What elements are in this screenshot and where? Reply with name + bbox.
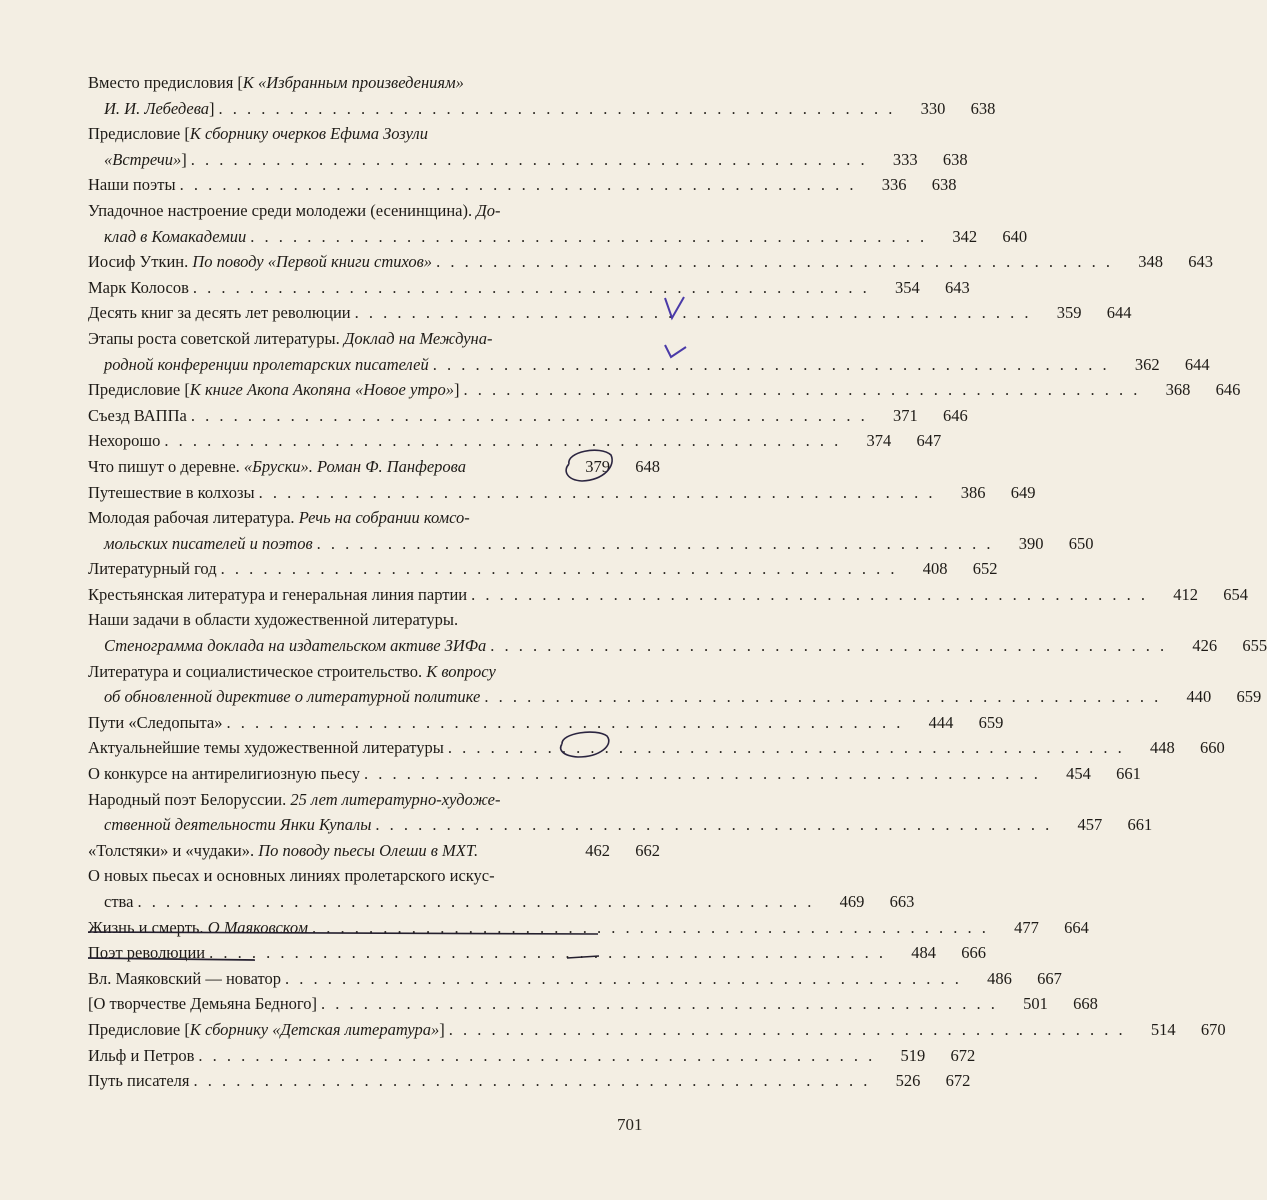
page-ref: 379 [585,456,610,476]
toc-title-plain: О новых пьесах и основных линиях пролетарского искус- [88,866,495,886]
leader-dots: . . . . . . . . . . . . . . . . . . . . . . . . . . . . . . . . . . . . . . . . . . . . . . . . [436,252,1113,272]
check-mark [665,345,686,357]
notes-page-ref: 646 [942,405,968,425]
page-ref: 374 [866,431,892,451]
notes-page-ref: 638 [970,98,996,118]
toc-title-italic: Речь на собрании комсо- [298,508,470,528]
toc-title-italic: И. И. Лебедева [104,98,209,118]
toc-title-plain: Предисловие [ [88,380,190,400]
toc-title-plain: Съезд ВАППа [88,405,187,425]
toc-title-plain: Десять книг за десять лет революции [88,303,351,323]
page-ref: 484 [911,943,936,963]
toc-title-italic: родной конференции пролетарских писателей [104,354,429,374]
notes-page-ref: 644 [1106,303,1132,323]
toc-title-plain: Поэт революции [88,943,206,963]
leader-dots: . . . . . . . . . . . . . . . . . . . . . . . . . . . . . . . . . . . . . . . . . . . . . . . . [190,149,868,169]
page-ref: 390 [1018,533,1044,553]
toc-title-plain: ства [104,892,134,911]
underline-mark [567,956,599,958]
toc-title-italic: К книге Акопа Акопяна «Новое утро» [189,380,454,400]
notes-page-ref: 667 [1037,968,1062,988]
notes-page-ref: 663 [889,892,915,911]
page-ref: 501 [1023,994,1048,1014]
leader-dots: . . . . . . . . . . . . . . . . . . . . . . . . . . . . . . . . . . . . . . . . . . . . . . . . [463,380,1141,400]
toc-title-plain: «Толстяки» и «чудаки». [88,840,259,860]
toc-title-plain: Упадочное настроение среди молодежи (есенинщина). [88,200,477,220]
underline-mark [88,932,598,934]
toc-title-plain: Путешествие в колхозы [88,482,255,502]
notes-page-ref: 672 [950,1045,976,1065]
leader-dots: . . . . . . . . . . . . . . . . . . . . . . . . . . . . . . . . . . . . . . . . . . . . . . . . [447,738,1125,758]
toc-title-plain: Жизнь и смерть. [88,917,208,937]
toc-title-plain: Предисловие [ [88,124,190,144]
toc-title-plain: Этапы роста советской литературы. [88,328,344,348]
notes-page-ref: 638 [931,175,957,195]
toc-title-italic: Стенограмма доклада на издательском активе ЗИФа [104,636,487,656]
leader-dots: . . . . . . . . . . . . . . . . . . . . . . . . . . . . . . . . . . . . . . . . . . . . . . . . [198,1045,876,1065]
leader-dots: . . . . . . . . . . . . . . . . . . . . . . . . . . . . . . . . . . . . . . . . . . . . . . . . [432,354,1110,374]
leader-dots: . . . . . . . . . . . . . . . . . . . . . . . . . . . . . . . . . . . . . . . . . . . . . . . . [321,994,998,1014]
toc-title-plain: Пути «Следопыта» [88,712,223,732]
notes-page-ref: 643 [945,277,970,297]
toc-title-italic: К «Избранным произведениям» [242,73,464,92]
page-ref: 486 [987,968,1012,988]
page-ref: 526 [895,1071,921,1091]
notes-page-ref: 660 [1199,738,1225,758]
leader-dots: . . . . . . . . . . . . . . . . . . . . . . . . . . . . . . . . . . . . . . . . . . . . . . . . [364,764,1041,784]
notes-page-ref: 644 [1184,354,1210,374]
toc-title-plain: Актуальнейшие темы художественной литературы [88,738,444,758]
notes-page-ref: 643 [1188,252,1213,272]
page-ref: 462 [585,840,610,860]
notes-page-ref: 672 [945,1071,971,1091]
leader-dots: . . . . . . . . . . . . . . . . . . . . . . . . . . . . . . . . . . . . . . . . . . . . . . . . [164,431,842,451]
toc-title-italic: Доклад на Междуна- [343,328,493,348]
leader-dots: . . . . . . . . . . . . . . . . . . . . . . . . . . . . . . . . . . . . . . . . . . . . . . . . [285,968,962,988]
toc-title-suffix: ] [209,98,215,118]
page-ref: 362 [1134,354,1160,374]
leader-dots: . . . . . . . . . . . . . . . . . . . . . . . . . . . . . . . . . . . . . . . . . . . . . . . . [218,98,896,118]
toc-title-italic: об обновленной директиве о литературной политике [104,687,481,707]
toc-title-plain: Путь писателя [88,1071,190,1091]
toc-title-plain: Литература и социалистическое строительство. [88,661,427,681]
notes-page-ref: 664 [1064,917,1089,937]
leader-dots: . . . . . . . . . . . . . . . . . . . . . . . . . . . . . . . . . . . . . . . . . . . . . . . . [312,917,989,937]
leader-dots: . . . . . . . . . . . . . . . . . . . . . . . . . . . . . . . . . . . . . . . . . . . . . . . . [471,584,1148,604]
toc-title-plain: Крестьянская литература и генеральная линия партии [88,584,468,604]
toc-title-italic: К вопросу [426,661,496,681]
leader-dots: . . . . . . . . . . . . . . . . . . . . . . . . . . . . . . . . . . . . . . . . . . . . . . . . [179,175,857,195]
page-ref: 386 [960,482,986,502]
leader-dots: . . . . . . . . . . . . . . . . . . . . . . . . . . . . . . . . . . . . . . . . . . . . . . . . [484,687,1162,707]
toc-title-plain: Иосиф Уткин. [88,252,193,272]
page-ref: 342 [952,226,978,246]
notes-page-ref: 659 [978,712,1004,732]
toc-title-plain: Вместо предисловия [ [88,73,243,92]
toc-title-suffix: ] [439,1019,445,1039]
toc-title-plain: Молодая рабочая литература. [88,508,299,528]
page-ref: 408 [922,559,948,579]
toc-title-italic: клад в Комакадемии [104,226,247,246]
leader-dots: . . . . . . . . . . . . . . . . . . . . . . . . . . . . . . . . . . . . . . . . . . . . . . . . [448,1019,1126,1039]
notes-page-ref: 646 [1215,380,1241,400]
page-ref: 371 [892,405,918,425]
page-ref: 426 [1192,636,1218,656]
page-ref: 469 [839,892,865,911]
toc-title-italic: «Встречи» [104,149,182,169]
notes-page-ref: 668 [1073,994,1098,1014]
toc-title-plain: [О творчестве Демьяна Бедного] [88,994,317,1014]
toc-title-plain: Наши поэты [88,175,176,195]
notes-page-ref: 661 [1127,815,1153,835]
page-ref: 477 [1014,917,1039,937]
toc-title-italic: 25 лет литературно-художе- [290,789,501,809]
leader-dots: . . . . . . . . . . . . . . . . . . . . . . . . . . . . . . . . . . . . . . . . . . . . . . . . [375,815,1053,835]
toc-title-italic: До- [476,200,501,220]
page-ref: 359 [1056,303,1082,323]
toc-title-italic: К сборнику очерков Ефима Зозули [189,124,428,144]
leader-dots: . . . . . . . . . . . . . . . . . . . . . . . . . . . . . . . . . . . . . . . . . . . . . . . . [209,943,886,963]
page-ref: 514 [1150,1019,1176,1039]
toc-title-plain: Народный поэт Белоруссии. [88,789,291,809]
leader-dots: . . . . . . . . . . . . . . . . . . . . . . . . . . . . . . . . . . . . . . . . . . . . . . . . [258,482,936,502]
page-ref: 412 [1173,584,1198,604]
circle-annotation [561,732,609,757]
page-ref: 348 [1138,252,1163,272]
page-ref: 333 [892,149,918,169]
notes-page-ref: 640 [1002,226,1028,246]
notes-page-ref: 655 [1242,636,1267,656]
leader-dots: . . . . . . . . . . . . . . . . . . . . . . . . . . . . . . . . . . . . . . . . . . . . . . . . [220,559,898,579]
notes-page-ref: 638 [942,149,968,169]
underline-mark [88,958,255,960]
notes-page-ref: 661 [1116,764,1141,784]
notes-page-ref: 666 [961,943,986,963]
page-ref: 457 [1077,815,1103,835]
toc-title-plain: О конкурсе на антирелигиозную пьесу [88,764,361,784]
page-ref: 330 [920,98,946,118]
toc-title-italic: По поводу «Первой книги стихов» [192,252,433,272]
circle-annotation [566,450,612,481]
notes-page-ref: 654 [1223,584,1248,604]
leader-dots: . . . . . . . . . . . . . . . . . . . . . . . . . . . . . . . . . . . . . . . . . . . . . . . . [192,277,870,297]
page-ref: 354 [895,277,920,297]
page-ref: 448 [1149,738,1175,758]
page-ref: 519 [900,1045,926,1065]
leader-dots: . . . . . . . . . . . . . . . . . . . . . . . . . . . . . . . . . . . . . . . . . . . . . . . . [250,226,928,246]
toc-title-plain: Наши задачи в области художественной литературы. [88,610,459,630]
toc-title-plain: Вл. Маяковский — новатор [88,968,281,988]
notes-page-ref: 647 [916,431,942,451]
toc-title-plain: Литературный год [88,559,217,579]
notes-page-ref: 670 [1200,1019,1226,1039]
toc-title-italic: По поводу пьесы Олеши в МХТ. [258,840,479,860]
check-mark [665,297,684,318]
notes-page-ref: 650 [1068,533,1094,553]
toc-title-italic: мольских писателей и поэтов [104,533,313,553]
toc-title-italic: О Маяковском [207,917,309,937]
page-ref: 454 [1066,764,1091,784]
toc-title-italic: «Бруски». Роман Ф. Панферова [243,456,466,476]
leader-dots: . . . . . . . . . . . . . . . . . . . . . . . . . . . . . . . . . . . . . . . . . . . . . . . . [137,892,815,911]
leader-dots: . . . . . . . . . . . . . . . . . . . . . . . . . . . . . . . . . . . . . . . . . . . . . . . . [193,1071,871,1091]
notes-page-ref: 662 [635,840,660,860]
page-number: 701 [617,1115,643,1134]
page-ref: 440 [1186,687,1212,707]
notes-page-ref: 648 [635,456,660,476]
page-ref: 368 [1165,380,1191,400]
toc-title-plain: Предисловие [ [88,1019,190,1039]
toc-title-plain: Что пишут о деревне. [88,456,244,476]
notes-page-ref: 652 [972,559,998,579]
page-ref: 444 [928,712,954,732]
toc-title-suffix: ] [181,149,187,169]
leader-dots: . . . . . . . . . . . . . . . . . . . . . . . . . . . . . . . . . . . . . . . . . . . . . . . . [226,712,904,732]
notes-page-ref: 659 [1236,687,1262,707]
toc-title-italic: ственной деятельности Янки Купалы [104,815,372,835]
leader-dots: . . . . . . . . . . . . . . . . . . . . . . . . . . . . . . . . . . . . . . . . . . . . . . . . [190,405,868,425]
toc-title-suffix: ] [454,380,460,400]
notes-page-ref: 649 [1010,482,1036,502]
toc-title-italic: К сборнику «Детская литература» [189,1019,440,1039]
toc-title-plain: Нехорошо [88,431,161,451]
toc-title-plain: Ильф и Петров [88,1045,195,1065]
page-ref: 336 [881,175,907,195]
leader-dots: . . . . . . . . . . . . . . . . . . . . . . . . . . . . . . . . . . . . . . . . . . . . . . . . [316,533,994,553]
leader-dots: . . . . . . . . . . . . . . . . . . . . . . . . . . . . . . . . . . . . . . . . . . . . . . . . [354,303,1032,323]
toc-title-plain: Марк Колосов [88,277,189,297]
leader-dots: . . . . . . . . . . . . . . . . . . . . . . . . . . . . . . . . . . . . . . . . . . . . . . . . [490,636,1168,656]
